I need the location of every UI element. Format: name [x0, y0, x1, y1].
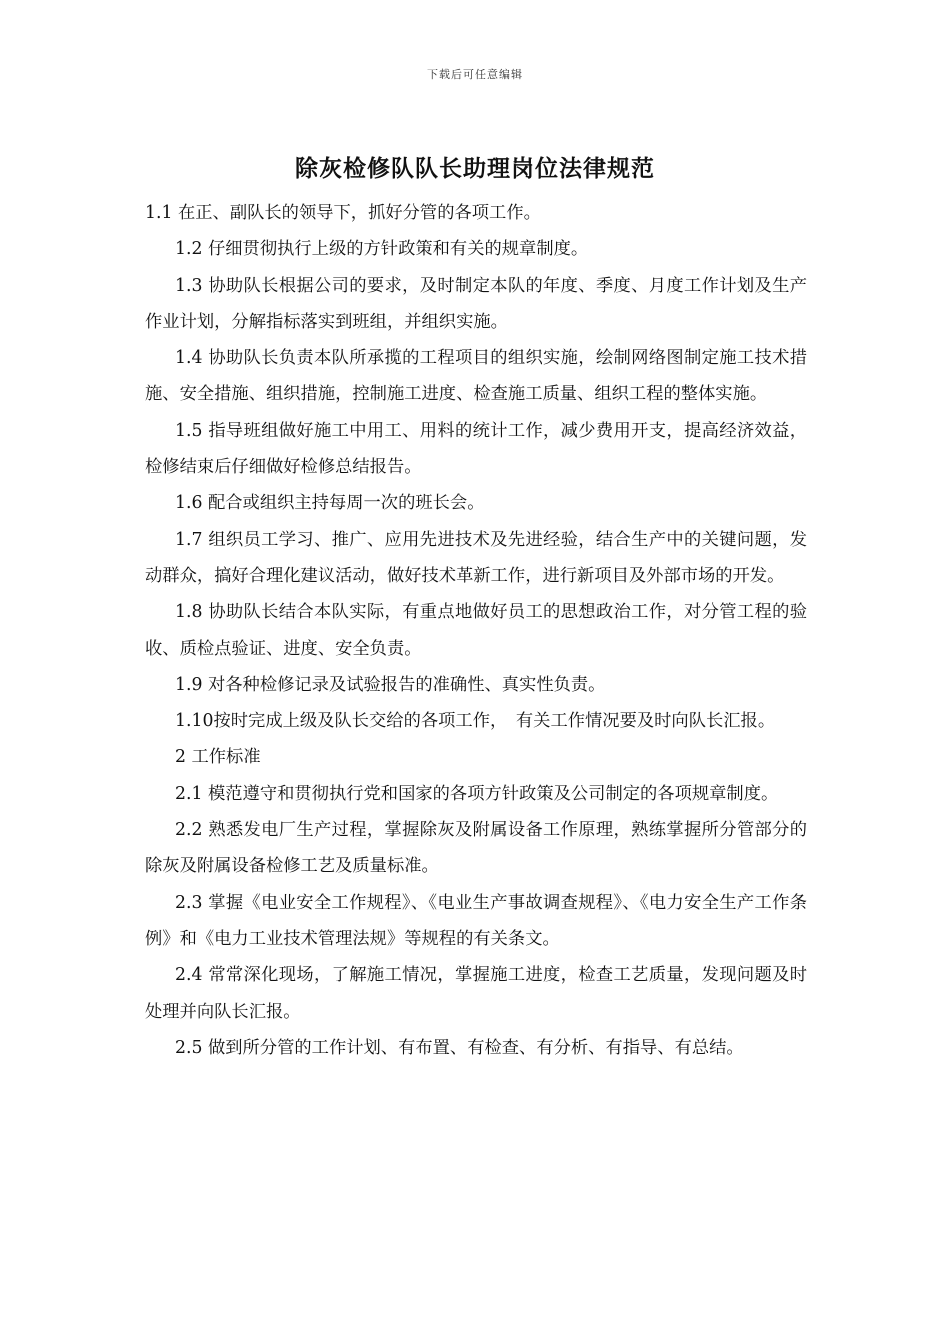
paragraph-2-4: 2.4 常常深化现场，了解施工情况，掌握施工进度，检查工艺质量，发现问题及时处理并向队长汇报。	[145, 965, 807, 1022]
paragraph-2-5: 2.5 做到所分管的工作计划、有布置、有检查、有分析、有指导、有总结。	[175, 1037, 744, 1058]
section-heading-work-standard: 2 工作标准	[175, 747, 261, 768]
paragraph-2-1: 2.1 模范遵守和贯彻执行党和国家的各项方针政策及公司制定的各项规章制度。	[175, 783, 779, 804]
paragraph-1-7: 1.7 组织员工学习、推广、应用先进技术及先进经验，结合生产中的关键问题，发动群众，搞好合理化建议活动，做好技术革新工作，进行新项目及外部市场的开发。	[145, 529, 807, 586]
paragraph-1-6: 1.6 配合或组织主持每周一次的班长会。	[175, 493, 485, 514]
document-title: 除灰检修队队长助理岗位法律规范	[295, 156, 655, 182]
paragraph-1-2: 1.2 仔细贯彻执行上级的方针政策和有关的规章制度。	[175, 239, 589, 260]
paragraph-1-4: 1.4 协助队长负责本队所承揽的工程项目的组织实施，绘制网络图制定施工技术措施、安全措施、组织措施，控制施工进度、检查施工质量、组织工程的整体实施。	[145, 348, 807, 405]
paragraph-1-10: 1.10按时完成上级及队长交给的各项工作， 有关工作情况要及时向队长汇报。	[175, 711, 776, 732]
paragraph-1-8: 1.8 协助队长结合本队实际，有重点地做好员工的思想政治工作，对分管工程的验收、质检点验证、进度、安全负责。	[145, 602, 807, 659]
paragraph-2-3: 2.3 掌握《电业安全工作规程》、《电业生产事故调查规程》、《电力安全生产工作条例》和《电力工业技术管理法规》等规程的有关条文。	[145, 892, 807, 949]
paragraph-1-3: 1.3 协助队长根据公司的要求，及时制定本队的年度、季度、月度工作计划及生产作业计划，分解指标落实到班组，并组织实施。	[145, 275, 807, 332]
document-body	[145, 195, 807, 1066]
paragraph-2-2: 2.2 熟悉发电厂生产过程，掌握除灰及附属设备工作原理，熟练掌握所分管部分的除灰及附属设备检修工艺及质量标准。	[145, 820, 807, 877]
paragraph-1-9: 1.9 对各种检修记录及试验报告的准确性、真实性负责。	[175, 674, 606, 695]
paragraph-1-1: 1.1 在正、副队长的领导下，抓好分管的各项工作。	[145, 203, 541, 223]
paragraph-1-5: 1.5 指导班组做好施工中用工、用料的统计工作，减少费用开支，提高经济效益，检修结束后仔细做好检修总结报告。	[145, 420, 807, 478]
header-note: 下载后可任意编辑	[427, 68, 523, 81]
